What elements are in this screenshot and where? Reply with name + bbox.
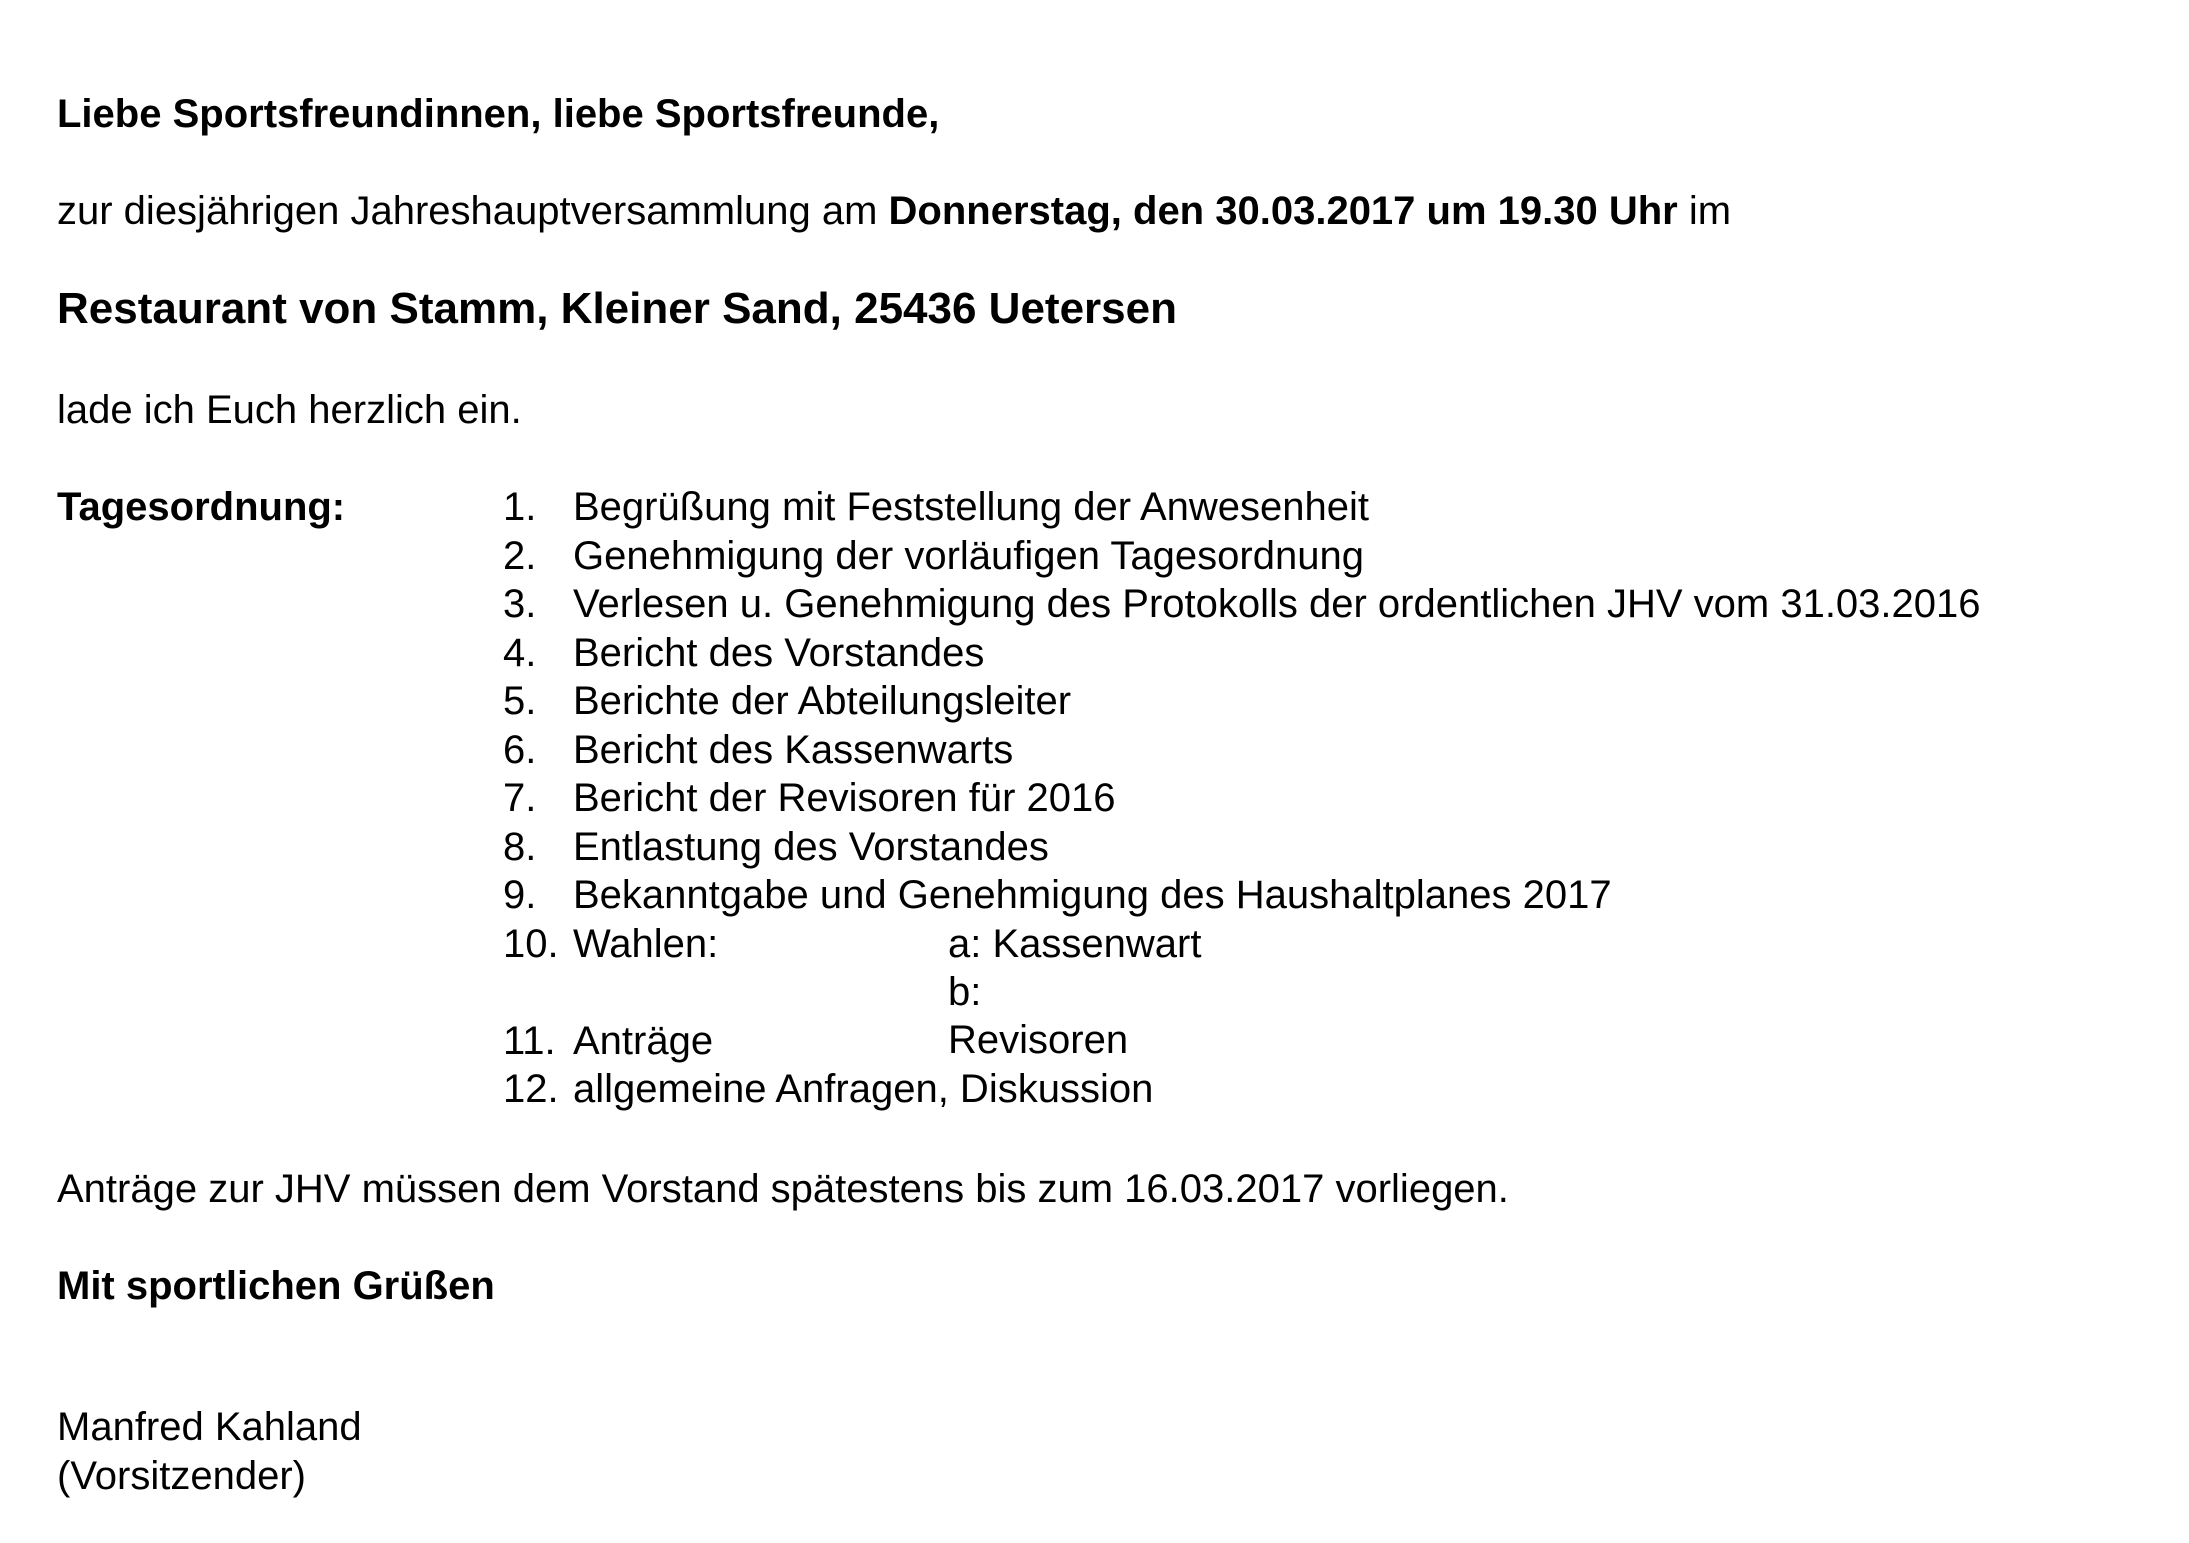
agenda-item-number: 11. — [503, 1018, 556, 1063]
election-option: a: Kassenwart — [948, 921, 1202, 966]
signer-role: (Vorsitzender) — [57, 1454, 306, 1498]
agenda-item-text: Verlesen u. Genehmigung des Protokolls der ordentlichen JHV vom 31.03.2016 — [573, 582, 1981, 626]
agenda-item-text: allgemeine Anfragen, Diskussion — [573, 1067, 1154, 1111]
meeting-datetime: Donnerstag, den 30.03.2017 um 19.30 Uhr — [888, 189, 1678, 233]
agenda-label: Tagesordnung: — [57, 485, 346, 529]
invite-suffix: im — [1677, 189, 1732, 233]
agenda-item-text: Berichte der Abteilungsleiter — [573, 679, 1072, 723]
agenda-item-number: 1. — [503, 485, 537, 529]
agenda-item-number: 5. — [503, 679, 537, 723]
deadline-note: Anträge zur JHV müssen dem Vorstand spätestens bis zum 16.03.2017 vorliegen. — [57, 1167, 1509, 1211]
agenda-item-number: 7. — [503, 776, 537, 820]
signer-name: Manfred Kahland — [57, 1405, 362, 1449]
agenda-item-text: Genehmigung der vorläufigen Tagesordnung — [573, 533, 1364, 578]
agenda-item-text: Bekanntgabe und Genehmigung des Haushaltplanes 2017 — [573, 873, 1612, 917]
agenda-item-text: Bericht der Revisoren für 2016 — [573, 776, 1116, 820]
invitation-line — [57, 187, 1731, 235]
agenda-item-number: 9. — [503, 873, 537, 917]
invite-prefix: zur diesjährigen Jahreshauptversammlung am — [57, 189, 889, 233]
election-option: b: Revisoren — [948, 970, 1129, 1062]
agenda-item-number: 6. — [503, 727, 537, 772]
agenda-item-number: 10. — [503, 921, 559, 966]
agenda-item-text: Anträge — [573, 1018, 714, 1063]
invitation-end: lade ich Euch herzlich ein. — [57, 388, 522, 432]
agenda-item-number: 3. — [503, 582, 537, 626]
agenda-item-number: 8. — [503, 824, 537, 869]
closing: Mit sportlichen Grüßen — [57, 1264, 495, 1308]
agenda-item-number: 2. — [503, 533, 537, 578]
greeting: Liebe Sportsfreundinnen, liebe Sportsfreunde, — [57, 92, 940, 136]
agenda-item-text: Bericht des Vorstandes — [573, 630, 985, 675]
venue: Restaurant von Stamm, Kleiner Sand, 25436 Uetersen — [57, 284, 1177, 333]
agenda-item-text: Bericht des Kassenwarts — [573, 727, 1014, 772]
agenda-item-number: 4. — [503, 630, 537, 675]
agenda-item-number: 12. — [503, 1067, 559, 1111]
agenda-item-text: Wahlen: — [573, 921, 719, 966]
agenda-item-text: Begrüßung mit Feststellung der Anwesenheit — [573, 485, 1369, 529]
agenda-item-text: Entlastung des Vorstandes — [573, 824, 1049, 869]
